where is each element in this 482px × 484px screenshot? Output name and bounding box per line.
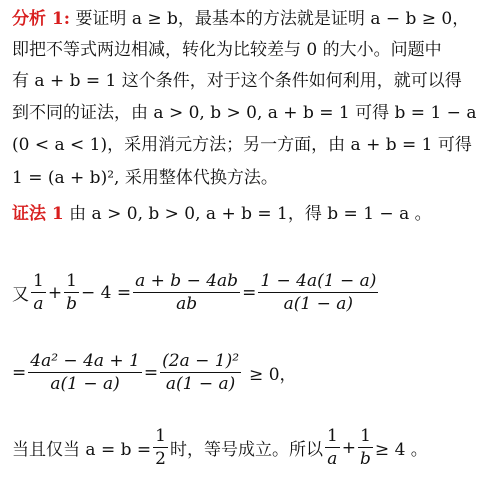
- eq2-prefix: =: [12, 362, 27, 383]
- eq1-plus: +: [47, 282, 63, 303]
- frac-num: 1: [66, 271, 77, 291]
- proof-line: [12, 203, 474, 225]
- frac-num: 1: [326, 426, 338, 446]
- analysis-line-3: 有 a + b = 1 这个条件，对于这个条件如何利用，就可以得: [12, 71, 462, 91]
- frac-den: a(1 − a): [283, 294, 354, 314]
- frac-den: a: [327, 449, 338, 469]
- frac-num: a + b − 4ab: [135, 271, 239, 291]
- fraction-4: [258, 270, 378, 315]
- frac-num: 1: [155, 426, 166, 446]
- frac-den: a(1 − a): [165, 374, 236, 394]
- proof-label: 证法 1: [12, 204, 64, 224]
- fraction-one-over-b: [358, 425, 373, 470]
- frac-den: a: [33, 294, 44, 314]
- frac-den: b: [360, 449, 371, 469]
- analysis-line-4: 到不同的证法，由 a > 0, b > 0, a + b = 1 可得 b = 1 − a: [12, 103, 477, 123]
- eq1-minus4: − 4 =: [80, 282, 132, 303]
- fraction-half: [153, 425, 168, 470]
- analysis-label: 分析 1:: [12, 9, 71, 29]
- analysis-line-2: 即把不等式两边相减，转化为比较差与 0 的大小。问题中: [12, 40, 442, 60]
- frac-den: a(1 − a): [50, 374, 120, 394]
- fraction-one-over-b: [64, 270, 79, 315]
- eq2-suffix: ≥ 0，: [249, 365, 297, 385]
- conclusion-mid: 时，等号成立。所以: [169, 440, 323, 460]
- frac-num: 4a² − 4a + 1: [30, 351, 140, 371]
- frac-num: 1 − 4a(1 − a): [260, 271, 377, 291]
- proof-text: 由 a > 0, b > 0, a + b = 1，得 b = 1 − a 。: [69, 204, 432, 224]
- frac-den: 2: [155, 449, 166, 469]
- equation-1: [12, 270, 380, 315]
- frac-den: b: [66, 294, 77, 314]
- conclusion-plus: +: [341, 437, 357, 458]
- fraction-5: [28, 350, 142, 395]
- conclusion-line: [12, 425, 428, 470]
- eq1-equals: =: [242, 282, 257, 303]
- frac-num: 1: [33, 271, 44, 291]
- eq2-equals: =: [143, 362, 159, 383]
- analysis-line-6: 1 = (a + b)², 采用整体代换方法。: [12, 168, 278, 188]
- eq1-prefix: 又: [12, 285, 29, 305]
- fraction-6: [160, 350, 241, 395]
- analysis-line-5: (0 < a < 1)，采用消元方法；另一方面，由 a + b = 1 可得: [12, 135, 472, 155]
- fraction-one-over-a: [31, 270, 46, 315]
- conclusion-pre: 当且仅当 a = b =: [12, 440, 152, 460]
- conclusion-suffix: ≥ 4 。: [374, 440, 428, 460]
- analysis-text-1: 要证明 a ≥ b，最基本的方法就是证明 a − b ≥ 0，: [75, 9, 470, 29]
- fraction-one-over-a: [325, 425, 340, 470]
- fraction-3: [133, 270, 240, 315]
- frac-den: ab: [176, 294, 198, 314]
- frac-num: (2a − 1)²: [162, 351, 240, 371]
- equation-2: [12, 350, 297, 395]
- analysis-line-1: [12, 8, 474, 30]
- frac-num: 1: [360, 426, 371, 446]
